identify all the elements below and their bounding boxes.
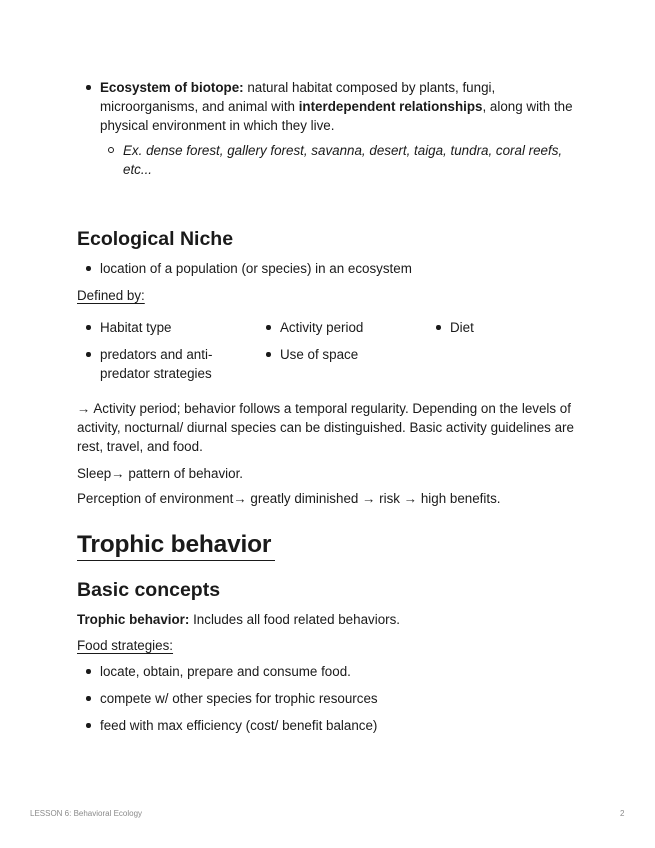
- niche-definition: location of a population (or species) in an ecosystem: [77, 259, 577, 278]
- activity-period-paragraph: → Activity period; behavior follows a temporal regularity. Depending on the levels of activity, nocturnal/ diurnal species can be distinguished. Basic activity guidelines are rest, travel, and food.: [77, 401, 574, 454]
- sleep-paragraph: Sleep→ pattern of behavior.: [77, 466, 244, 481]
- ecosystem-definition: Ecosystem of biotope: natural habitat composed by plants, fungi, microorganisms, and animal with interdependent relationships, along with the physical environment in which they live.: [77, 78, 587, 135]
- title-underline: [77, 560, 275, 561]
- factor-predators: predators and anti-predator strategies: [77, 345, 238, 383]
- factor-activity-period: Activity period: [257, 318, 430, 337]
- footer-lesson: LESSON 6: Behavioral Ecology: [30, 809, 143, 818]
- trophic-definition: Trophic behavior: Includes all food related behaviors.: [77, 612, 401, 627]
- factor-diet: Diet: [427, 318, 570, 337]
- factor-use-of-space: Use of space: [257, 345, 430, 364]
- ecological-niche-heading: Ecological Niche: [77, 228, 234, 250]
- trophic-term: Trophic behavior:: [77, 612, 190, 627]
- footer-page-number: 2: [620, 809, 625, 818]
- ecosystem-section: [77, 78, 587, 179]
- ecosystem-examples: Ex. dense forest, gallery forest, savanna, desert, taiga, tundra, coral reefs, etc...: [100, 141, 587, 179]
- basic-concepts-heading: Basic concepts: [77, 579, 221, 601]
- interdependent-relationships: interdependent relationships: [298, 99, 483, 114]
- perception-paragraph: Perception of environment→ greatly diminished → risk → high benefits.: [77, 491, 501, 506]
- defined-by-label: Defined by:: [77, 288, 145, 303]
- trophic-behavior-title: Trophic behavior: [77, 531, 272, 558]
- strategy-item: locate, obtain, prepare and consume food.: [77, 662, 577, 681]
- factor-habitat-type: Habitat type: [77, 318, 250, 337]
- ecosystem-term: Ecosystem of biotope:: [100, 80, 244, 95]
- strategy-item: compete w/ other species for trophic resources: [77, 689, 577, 708]
- food-strategies-list: [77, 662, 577, 735]
- strategy-item: feed with max efficiency (cost/ benefit balance): [77, 716, 577, 735]
- food-strategies-label: Food strategies:: [77, 638, 174, 653]
